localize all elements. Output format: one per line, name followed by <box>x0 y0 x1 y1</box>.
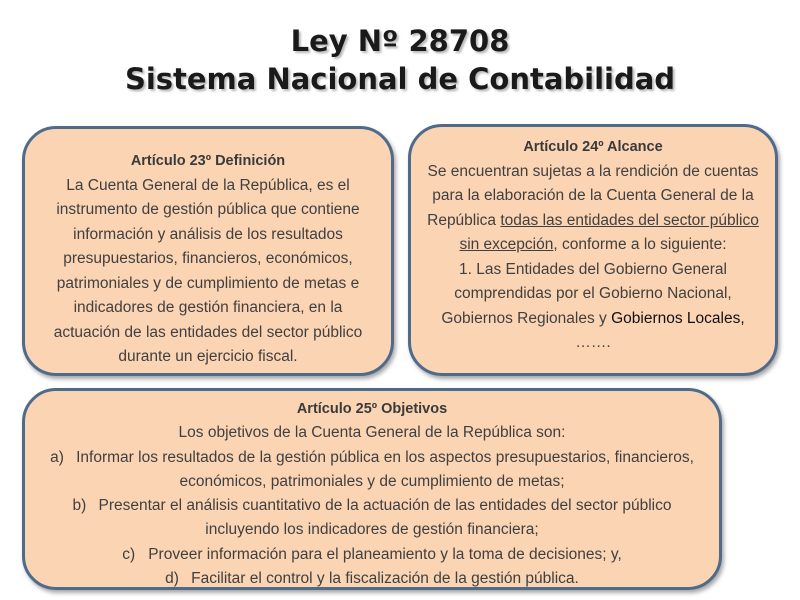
article-23-box <box>22 126 394 376</box>
objective-marker: d) <box>165 570 179 588</box>
objective-marker: c) <box>122 545 136 563</box>
article-23-body: La Cuenta General de la República, es el instrumento de gestión pública que contiene información y análisis de los resultados presupuestarios, financieros, económicos, patrimoniales y de cumplimiento de metas e indicadores de gestión financiera, en la actuación de las entidades del sector público durante un ejercicio fiscal. <box>53 176 363 365</box>
objective-item <box>39 446 705 495</box>
article-24-box <box>408 124 778 376</box>
objective-text: Proveer información para el planeamiento y la toma de decisiones; y, <box>148 545 622 563</box>
article-23-heading: Artículo 23º Definición <box>130 153 286 169</box>
article-24-heading: Artículo 24º Alcance <box>523 139 663 155</box>
objective-item <box>39 494 705 543</box>
objectives-list <box>39 446 705 592</box>
article-24-text-after: , conforme a lo siguiente: <box>553 236 727 253</box>
objective-item <box>39 567 705 591</box>
article-25-box <box>22 388 722 590</box>
article-24-body <box>423 160 763 258</box>
objective-marker: b) <box>72 497 87 515</box>
slide-title <box>0 22 800 98</box>
article-24-item-1 <box>423 258 763 332</box>
objective-text: Facilitar el control y la fiscalización de la gestión pública. <box>191 570 579 588</box>
title-line-2: Sistema Nacional de Contabilidad <box>124 62 676 96</box>
article-25-heading: Artículo 25º Objetivos <box>296 401 448 417</box>
article-25-intro: Los objetivos de la Cuenta General de la República son: <box>178 424 566 442</box>
objective-marker: a) <box>50 448 64 466</box>
objective-text: Presentar el análisis cuantitativo de la actuación de las entidades del sector público incluyendo los indicadores de gestión financiera; <box>98 497 672 539</box>
article-24-item-1-text: 1. Las Entidades del Gobierno General comprendidas por el Gobierno Nacional, Gobiernos Regionales y <box>441 260 732 327</box>
article-24-ellipsis: ……. <box>575 334 611 351</box>
objective-text: Informar los resultados de la gestión pública en los aspectos presupuestarios, financieros, económicos, patrimoniales y de cumplimiento de metas; <box>76 448 694 490</box>
title-line-1: Ley Nº 28708 <box>290 24 510 58</box>
article-24-underlined-text: todas las entidades del sector público sin excepción <box>459 211 759 253</box>
objective-item <box>39 543 705 567</box>
article-24-text-before: Se encuentran sujetas a la rendición de cuentas para la elaboración de la Cuenta General de la República <box>427 162 759 229</box>
article-24-item-1-emphasis: Gobiernos Locales, <box>611 309 745 327</box>
